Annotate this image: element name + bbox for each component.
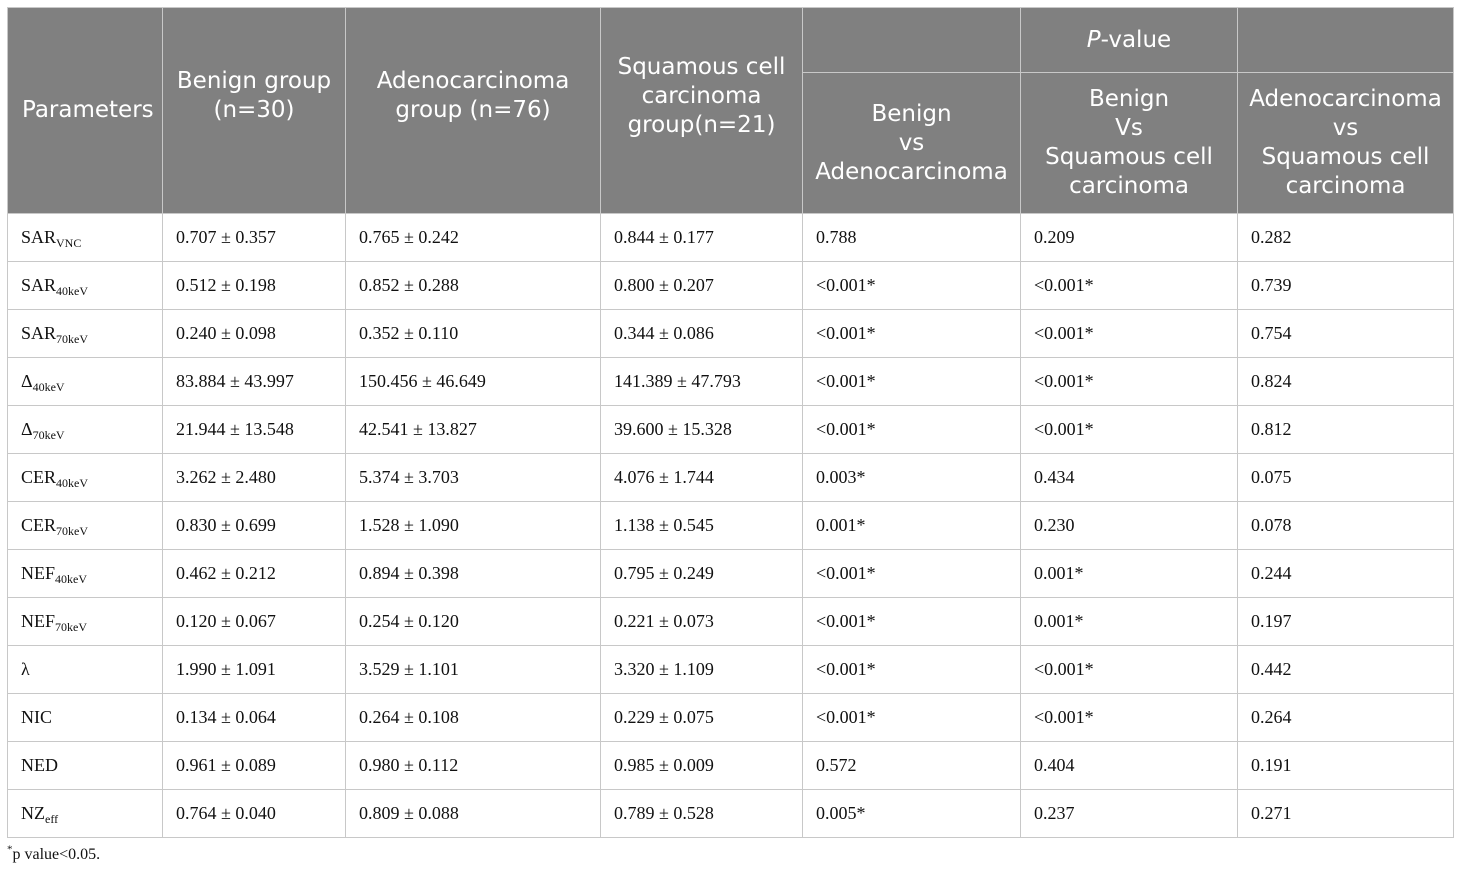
cmp3-line3: Squamous cell [1261, 144, 1430, 170]
p2-cell: 0.209 [1021, 214, 1238, 262]
p1-cell: <0.001* [803, 550, 1021, 598]
p1-cell: <0.001* [803, 598, 1021, 646]
adeno-cell: 0.254 ± 0.120 [346, 598, 601, 646]
p3-cell: 0.824 [1238, 358, 1454, 406]
adeno-cell: 0.852 ± 0.288 [346, 262, 601, 310]
param-cell: NIC [8, 694, 163, 742]
header-adenocarcinoma-group: Adenocarcinoma group (n=76) [346, 8, 601, 214]
param-cell: $NEF_{40keV}$ [8, 550, 163, 598]
param-cell: $\Delta_{40keV}$ [8, 358, 163, 406]
p3-cell: 0.191 [1238, 742, 1454, 790]
cmp2-line4: carcinoma [1069, 173, 1189, 199]
param-cell: λ [8, 646, 163, 694]
table-row [8, 406, 1454, 454]
adeno-cell: 0.765 ± 0.242 [346, 214, 601, 262]
cmp3-line1: Adenocarcinoma [1249, 86, 1442, 112]
squamous-cell: 141.389 ± 47.793 [601, 358, 803, 406]
adeno-cell: 5.374 ± 3.703 [346, 454, 601, 502]
adeno-cell: 0.809 ± 0.088 [346, 790, 601, 838]
benign-cell: 0.134 ± 0.064 [163, 694, 346, 742]
squamous-cell: 4.076 ± 1.744 [601, 454, 803, 502]
p2-cell: <0.001* [1021, 310, 1238, 358]
header-parameters: Parameters [8, 8, 163, 214]
table-footnote [7, 843, 101, 864]
cmp1-line1: Benign [871, 100, 952, 127]
p3-cell: 0.442 [1238, 646, 1454, 694]
footnote-mark: * [7, 843, 13, 856]
pvalue-italic-p: P [1086, 26, 1101, 53]
header-adeno-vs-squamous [1238, 73, 1454, 214]
param-cell: NED [8, 742, 163, 790]
p2-cell: 0.237 [1021, 790, 1238, 838]
cmp2-line3: Squamous cell [1045, 144, 1213, 170]
squamous-cell: 0.789 ± 0.528 [601, 790, 803, 838]
p1-cell: 0.001* [803, 502, 1021, 550]
adeno-cell: 150.456 ± 46.649 [346, 358, 601, 406]
results-table [7, 7, 1454, 838]
param-cell: $SAR_{40keV}$ [8, 262, 163, 310]
p1-cell: 0.572 [803, 742, 1021, 790]
cmp2-line2: Vs [1115, 115, 1143, 141]
pvalue-suffix: -value [1100, 26, 1172, 53]
header-benign-vs-adeno [803, 73, 1021, 214]
adeno-cell: 1.528 ± 1.090 [346, 502, 601, 550]
benign-cell: 3.262 ± 2.480 [163, 454, 346, 502]
squamous-cell: 0.229 ± 0.075 [601, 694, 803, 742]
p2-cell: <0.001* [1021, 406, 1238, 454]
table-row [8, 550, 1454, 598]
p3-cell: 0.075 [1238, 454, 1454, 502]
p1-cell: <0.001* [803, 262, 1021, 310]
squamous-cell: 0.844 ± 0.177 [601, 214, 803, 262]
p1-cell: 0.003* [803, 454, 1021, 502]
p1-cell: <0.001* [803, 694, 1021, 742]
benign-cell: 21.944 ± 13.548 [163, 406, 346, 454]
table-row [8, 694, 1454, 742]
benign-cell: 1.990 ± 1.091 [163, 646, 346, 694]
p3-cell: 0.812 [1238, 406, 1454, 454]
footnote-text: p value<0.05. [12, 846, 101, 863]
p3-cell: 0.282 [1238, 214, 1454, 262]
adeno-cell: 0.352 ± 0.110 [346, 310, 601, 358]
p3-cell: 0.754 [1238, 310, 1454, 358]
results-table-container [7, 7, 1453, 838]
p2-cell: <0.001* [1021, 646, 1238, 694]
table-row [8, 454, 1454, 502]
adeno-cell: 0.264 ± 0.108 [346, 694, 601, 742]
table-body [8, 214, 1454, 838]
header-benign-group: Benign group (n=30) [163, 8, 346, 214]
benign-cell: 0.462 ± 0.212 [163, 550, 346, 598]
squamous-cell: 3.320 ± 1.109 [601, 646, 803, 694]
p1-cell: <0.001* [803, 406, 1021, 454]
adeno-cell: 0.980 ± 0.112 [346, 742, 601, 790]
benign-cell: 0.240 ± 0.098 [163, 310, 346, 358]
benign-cell: 0.961 ± 0.089 [163, 742, 346, 790]
cmp1-line3: Adenocarcinoma [815, 158, 1008, 185]
squamous-cell: 0.800 ± 0.207 [601, 262, 803, 310]
param-cell: $CER_{70keV}$ [8, 502, 163, 550]
cmp3-line4: carcinoma [1285, 173, 1406, 199]
p3-cell: 0.244 [1238, 550, 1454, 598]
adeno-cell: 0.894 ± 0.398 [346, 550, 601, 598]
adeno-cell: 3.529 ± 1.101 [346, 646, 601, 694]
table-row [8, 214, 1454, 262]
table-header [8, 8, 1454, 214]
p3-cell: 0.197 [1238, 598, 1454, 646]
header-pvalue [1021, 8, 1238, 73]
p2-cell: 0.434 [1021, 454, 1238, 502]
header-empty-left [803, 8, 1021, 73]
p2-cell: 0.001* [1021, 550, 1238, 598]
squamous-cell: 1.138 ± 0.545 [601, 502, 803, 550]
cmp1-line2: vs [898, 129, 925, 156]
header-empty-right [1238, 8, 1454, 73]
p2-cell: <0.001* [1021, 358, 1238, 406]
cmp2-line1: Benign [1088, 86, 1170, 112]
adeno-cell: 42.541 ± 13.827 [346, 406, 601, 454]
table-row [8, 310, 1454, 358]
header-benign-vs-squamous [1021, 73, 1238, 214]
benign-cell: 0.120 ± 0.067 [163, 598, 346, 646]
p3-cell: 0.264 [1238, 694, 1454, 742]
p1-cell: 0.005* [803, 790, 1021, 838]
table-row [8, 598, 1454, 646]
cmp3-line2: vs [1332, 115, 1359, 141]
table-row [8, 358, 1454, 406]
benign-cell: 0.512 ± 0.198 [163, 262, 346, 310]
p3-cell: 0.271 [1238, 790, 1454, 838]
param-cell: $\Delta_{70keV}$ [8, 406, 163, 454]
param-cell: $SAR_{VNC}$ [8, 214, 163, 262]
squamous-cell: 0.985 ± 0.009 [601, 742, 803, 790]
p1-cell: <0.001* [803, 646, 1021, 694]
p1-cell: <0.001* [803, 310, 1021, 358]
benign-cell: 83.884 ± 43.997 [163, 358, 346, 406]
table-row [8, 262, 1454, 310]
table-row [8, 790, 1454, 838]
p2-cell: 0.001* [1021, 598, 1238, 646]
squamous-cell: 0.221 ± 0.073 [601, 598, 803, 646]
param-cell: $NZ_{eff}$ [8, 790, 163, 838]
p2-cell: 0.230 [1021, 502, 1238, 550]
benign-cell: 0.707 ± 0.357 [163, 214, 346, 262]
p1-cell: 0.788 [803, 214, 1021, 262]
param-cell: $CER_{40keV}$ [8, 454, 163, 502]
p3-cell: 0.739 [1238, 262, 1454, 310]
table-row [8, 646, 1454, 694]
p3-cell: 0.078 [1238, 502, 1454, 550]
p2-cell: <0.001* [1021, 694, 1238, 742]
p1-cell: <0.001* [803, 358, 1021, 406]
squamous-cell: 0.344 ± 0.086 [601, 310, 803, 358]
squamous-cell: 39.600 ± 15.328 [601, 406, 803, 454]
benign-cell: 0.764 ± 0.040 [163, 790, 346, 838]
table-row [8, 502, 1454, 550]
header-squamous-group: Squamous cell carcinoma group(n=21) [601, 8, 803, 214]
param-cell: $SAR_{70keV}$ [8, 310, 163, 358]
p2-cell: <0.001* [1021, 262, 1238, 310]
table-row [8, 742, 1454, 790]
benign-cell: 0.830 ± 0.699 [163, 502, 346, 550]
squamous-cell: 0.795 ± 0.249 [601, 550, 803, 598]
p2-cell: 0.404 [1021, 742, 1238, 790]
param-cell: $NEF_{70keV}$ [8, 598, 163, 646]
